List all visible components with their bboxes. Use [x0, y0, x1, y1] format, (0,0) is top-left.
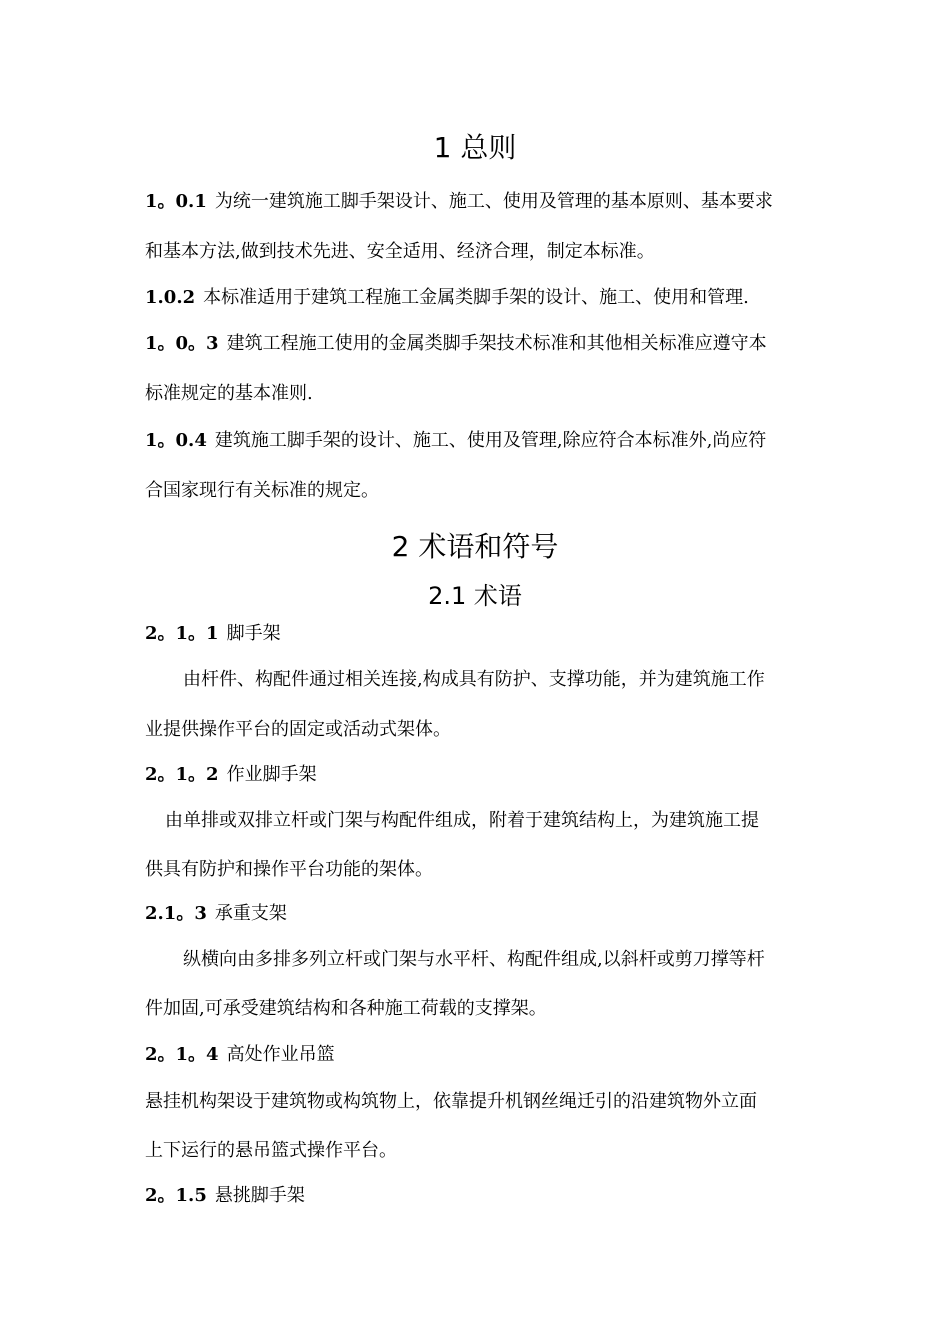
- clause-1-0-3-line-1: [145, 332, 767, 356]
- clause-2-1-3-heading: [145, 902, 287, 926]
- clause-1-0-4-line-2: 合国家现行有关标准的规定。: [145, 480, 379, 501]
- clause-2-1-2-line-1: 由单排或双排立杆或门架与构配件组成，附着于建筑结构上，为建筑施工提: [165, 810, 759, 831]
- clause-2-1-4-line-1: 悬挂机构架设于建筑物或构筑物上，依靠提升机钢丝绳迁引的沿建筑物外立面: [145, 1091, 757, 1112]
- clause-number: 2。1。4: [145, 1044, 219, 1065]
- clause-1-0-1-line-2: 和基本方法,做到技术先进、安全适用、经济合理，制定本标准。: [145, 241, 655, 262]
- clause-2-1-3-line-1: 纵横向由多排多列立杆或门架与水平杆、构配件组成,以斜杆或剪刀撑等杆: [183, 949, 765, 970]
- clause-2-1-4-heading: [145, 1043, 335, 1067]
- clause-text: 建筑施工脚手架的设计、施工、使用及管理,除应符合本标准外,尚应符: [214, 430, 767, 451]
- clause-number: 1。0.4: [145, 430, 207, 451]
- clause-1-0-4-line-1: [145, 429, 766, 453]
- clause-2-1-2-line-2: 供具有防护和操作平台功能的架体。: [145, 859, 433, 880]
- clause-number: 2。1。2: [145, 764, 219, 785]
- clause-number: 1。0。3: [145, 333, 219, 354]
- clause-2-1-3-line-2: 件加固,可承受建筑结构和各种施工荷载的支撑架。: [145, 998, 547, 1019]
- clause-2-1-5-heading: [145, 1184, 305, 1208]
- clause-number: 1。0.1: [145, 191, 207, 212]
- clause-number: 2.1。3: [145, 903, 207, 924]
- clause-1-0-3-line-2: 标准规定的基本准则.: [145, 383, 313, 404]
- clause-number: 1.0.2: [145, 287, 196, 308]
- term-name: 悬挑脚手架: [214, 1185, 305, 1206]
- clause-2-1-2-heading: [145, 763, 317, 787]
- clause-number: 2。1。1: [145, 623, 219, 644]
- section-2-1-title: 2.1 术语: [428, 582, 522, 610]
- clause-1-0-1-line-1: [145, 190, 773, 214]
- clause-2-1-1-line-1: 由杆件、构配件通过相关连接,构成具有防护、支撑功能，并为建筑施工作: [183, 669, 765, 690]
- term-name: 承重支架: [214, 903, 287, 924]
- term-name: 作业脚手架: [226, 764, 317, 785]
- term-name: 高处作业吊篮: [226, 1044, 335, 1065]
- clause-text: 建筑工程施工使用的金属类脚手架技术标准和其他相关标准应遵守本: [226, 333, 767, 354]
- chapter-1-title: 1 总则: [433, 131, 517, 164]
- chapter-2-title: 2 术语和符号: [391, 530, 559, 563]
- clause-text: 为统一建筑施工脚手架设计、施工、使用及管理的基本原则、基本要求: [214, 191, 773, 212]
- clause-2-1-1-line-2: 业提供操作平台的固定或活动式架体。: [145, 719, 451, 740]
- clause-text: 本标准适用于建筑工程施工金属类脚手架的设计、施工、使用和管理.: [203, 287, 749, 308]
- clause-1-0-2-line-1: [145, 286, 749, 310]
- term-name: 脚手架: [226, 623, 281, 644]
- clause-number: 2。1.5: [145, 1185, 207, 1206]
- clause-2-1-4-line-2: 上下运行的悬吊篮式操作平台。: [145, 1140, 397, 1161]
- clause-2-1-1-heading: [145, 622, 281, 646]
